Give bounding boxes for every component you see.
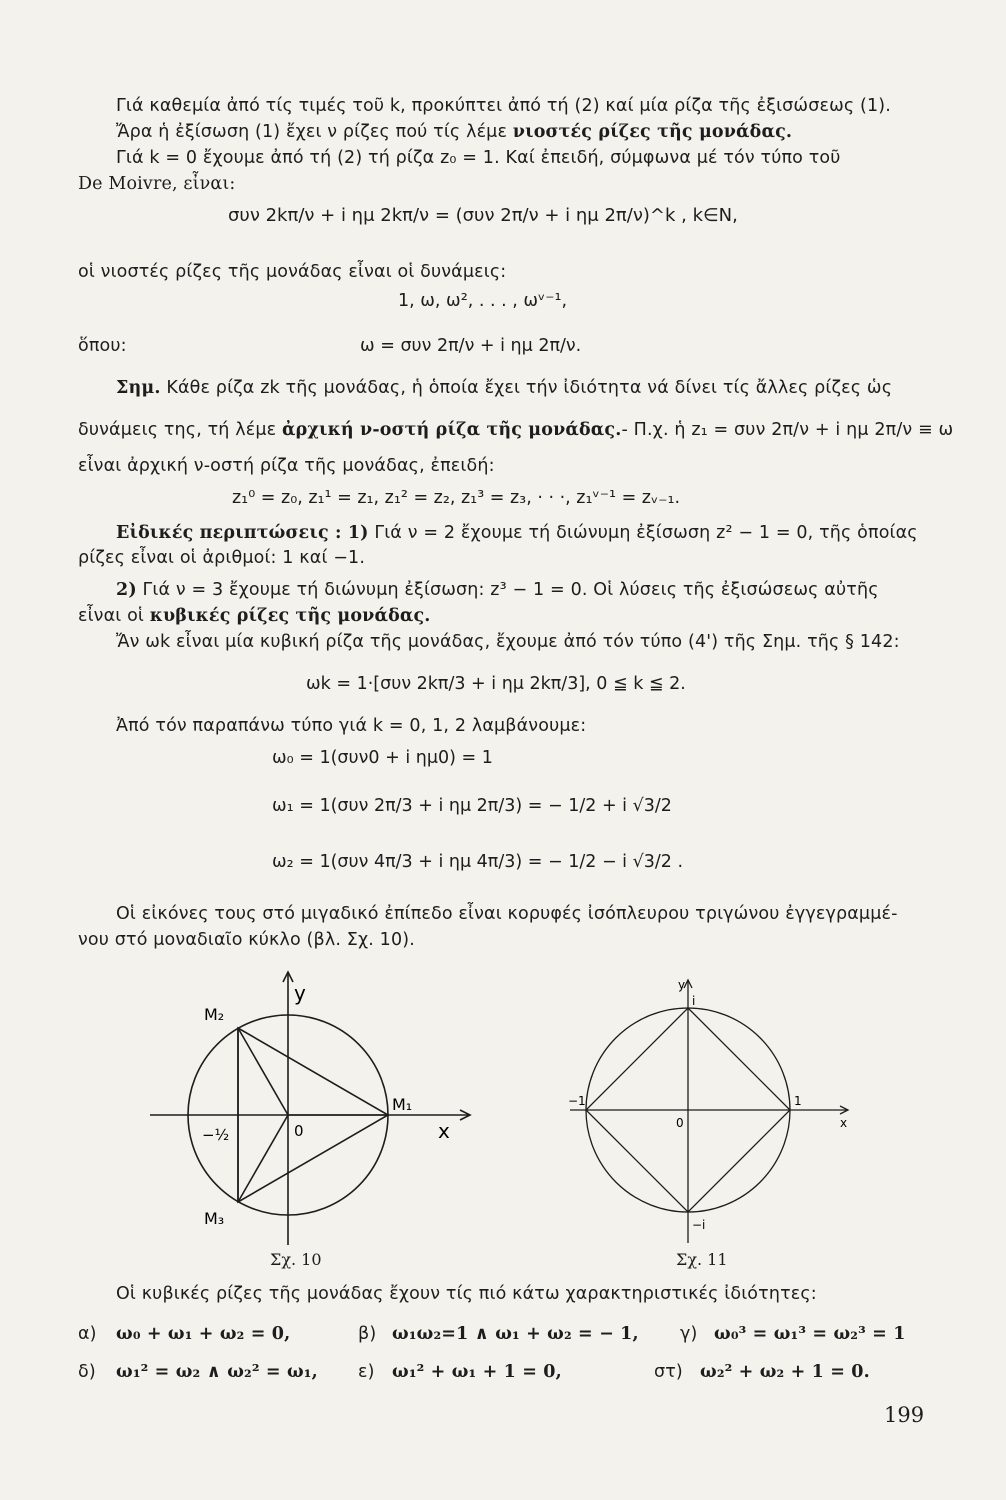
fig10-origin-label: 0 <box>294 1122 304 1140</box>
text-line-8a: δυνάμεις της, τή λέμε <box>78 420 282 440</box>
text-line-6: ὅπου: <box>78 336 127 356</box>
text-line-7b: Κάθε ρίζα zk τῆς μονάδας, ἡ ὁποία ἔχει τήν ἰδιότητα νά δίνει τίς ἄλλες ρίζες ὡς <box>160 378 893 398</box>
property-st: ω₂² + ω₂ + 1 = 0. <box>700 1362 870 1382</box>
figure-11 <box>560 975 860 1250</box>
text-line-8c: - Π.χ. ἡ z₁ = συν 2π/ν + i ημ 2π/ν ≡ ω <box>621 420 954 440</box>
text-line-2b-bold: νιοστές ρίζες τῆς μονάδας. <box>512 122 793 142</box>
special-cases-label: Εἰδικές περιπτώσεις : 1) <box>116 523 369 543</box>
text-line-4: De Moivre, εἶναι: <box>78 174 236 194</box>
case-2-label: 2) <box>116 580 137 600</box>
property-d: ω₁² = ω₂ ∧ ω₂² = ω₁, <box>116 1362 318 1382</box>
fig11-i-label: i <box>692 994 696 1008</box>
text-line-12b: Γιά ν = 3 ἔχουμε τή διώνυμη ἐξίσωση: z³ − 1 = 0. Οἱ λύσεις τῆς ἐξισώσεως αὐτῆς <box>136 580 879 600</box>
equation-powers: 1, ω, ω², . . . , ωᵛ⁻¹, <box>398 291 568 311</box>
text-line-1: Γιά καθεμία ἀπό τίς τιμές τοῦ k, προκύπτει ἀπό τή (2) καί μία ρίζα τῆς ἐξισώσεως (1). <box>116 96 891 116</box>
equation-de-moivre: συν 2kπ/ν + i ημ 2kπ/ν = (συν 2π/ν + i ημ 2π/ν)^k , k∈N, <box>228 205 738 226</box>
property-d-label: δ) <box>78 1362 96 1382</box>
text-line-12 <box>116 580 879 600</box>
property-b: ω₁ω₂=1 ∧ ω₁ + ω₂ = − 1, <box>392 1324 639 1344</box>
equation-powers-z: z₁⁰ = z₀, z₁¹ = z₁, z₁² = z₂, z₁³ = z₃, · · ·, z₁ᵛ⁻¹ = zᵥ₋₁. <box>232 488 681 508</box>
fig11-minus-one-label: −1 <box>568 1094 586 1108</box>
text-line-13 <box>78 606 431 626</box>
text-line-14: Ἄν ωk εἶναι μία κυβική ρίζα τῆς μονάδας, ἔχουμε ἀπό τόν τύπο (4') τῆς Σημ. τῆς § 142: <box>116 632 900 652</box>
fig10-m3-label: M₃ <box>204 1209 225 1228</box>
figure-10 <box>140 960 490 1250</box>
fig10-m1-label: M₁ <box>392 1095 413 1114</box>
text-line-17: νου στό μοναδιαῖο κύκλο (βλ. Σχ. 10). <box>78 930 415 950</box>
fig11-origin-label: 0 <box>676 1116 684 1130</box>
fig11-minus-i-label: −i <box>692 1218 706 1232</box>
equation-omega-0: ω₀ = 1(συν0 + i ημ0) = 1 <box>272 748 493 768</box>
property-st-label: στ) <box>654 1362 683 1382</box>
equation-omega: ω = συν 2π/ν + i ημ 2π/ν. <box>360 336 582 356</box>
fig11-y-label: y <box>678 978 686 992</box>
text-line-10b: Γιά ν = 2 ἔχουμε τή διώνυμη ἐξίσωση z² − 1 = 0, τῆς ὁποίας <box>368 523 918 543</box>
property-a-label: α) <box>78 1324 97 1344</box>
text-line-13a: εἶναι οἱ <box>78 606 150 626</box>
equation-omega-1: ω₁ = 1(συν 2π/3 + i ημ 2π/3) = − 1/2 + i √3/2 <box>272 796 672 816</box>
text-line-2 <box>116 122 792 142</box>
text-line-16: Οἱ εἰκόνες τους στό μιγαδικό ἐπίπεδο εἶναι κορυφές ἰσόπλευρου τριγώνου ἐγγεγραμμέ- <box>116 904 898 924</box>
text-line-9: εἶναι ἀρχική ν-οστή ρίζα τῆς μονάδας, ἐπειδή: <box>78 456 495 476</box>
fig11-one-label: 1 <box>794 1094 802 1108</box>
property-b-label: β) <box>358 1324 377 1344</box>
property-e: ω₁² + ω₁ + 1 = 0, <box>392 1362 562 1382</box>
text-line-18: Οἱ κυβικές ρίζες τῆς μονάδας ἔχουν τίς πιό κάτω χαρακτηριστικές ἰδιότητες: <box>116 1284 817 1304</box>
fig10-m2-label: M₂ <box>204 1005 225 1024</box>
caption-figure-11: Σχ. 11 <box>676 1250 728 1269</box>
fig10-minus-half-label: −½ <box>202 1126 230 1144</box>
text-line-11: ρίζες εἶναι οἱ ἀριθμοί: 1 καί −1. <box>78 548 366 568</box>
equation-omega-2: ω₂ = 1(συν 4π/3 + i ημ 4π/3) = − 1/2 − i √3/2 . <box>272 852 684 872</box>
property-g-label: γ) <box>680 1324 698 1344</box>
text-line-5: οἱ νιοστές ρίζες τῆς μονάδας εἶναι οἱ δυνάμεις: <box>78 262 507 282</box>
caption-figure-10: Σχ. 10 <box>270 1250 322 1269</box>
property-a: ω₀ + ω₁ + ω₂ = 0, <box>116 1324 291 1344</box>
text-line-15: Ἀπό τόν παραπάνω τύπο γιά k = 0, 1, 2 λαμβάνουμε: <box>116 716 587 736</box>
page-number: 199 <box>884 1403 925 1427</box>
text-line-10 <box>116 523 918 543</box>
text-line-8b-bold: ἀρχική ν-οστή ρίζα τῆς μονάδας. <box>281 420 622 440</box>
text-line-13b-bold: κυβικές ρίζες τῆς μονάδας. <box>149 606 431 626</box>
fig10-x-label: x <box>438 1119 450 1143</box>
equation-cube-roots: ωk = 1·[συν 2kπ/3 + i ημ 2kπ/3], 0 ≦ k ≦ 2. <box>306 674 686 694</box>
property-g: ω₀³ = ω₁³ = ω₂³ = 1 <box>714 1324 906 1344</box>
fig10-radius-m3 <box>238 1115 288 1202</box>
property-e-label: ε) <box>358 1362 375 1382</box>
fig10-y-label: y <box>294 981 306 1005</box>
text-line-3: Γιά k = 0 ἔχουμε ἀπό τή (2) τή ρίζα z₀ = 1. Καί ἐπειδή, σύμφωνα μέ τόν τύπο τοῦ <box>116 148 841 168</box>
fig11-x-label: x <box>840 1116 848 1130</box>
fig10-radius-m2 <box>238 1028 288 1115</box>
text-line-8 <box>78 420 953 440</box>
text-line-2a: Ἄρα ἡ ἐξίσωση (1) ἔχει ν ρίζες πού τίς λέμε <box>116 122 513 142</box>
note-label: Σημ. <box>116 378 161 398</box>
text-line-7 <box>116 378 892 398</box>
